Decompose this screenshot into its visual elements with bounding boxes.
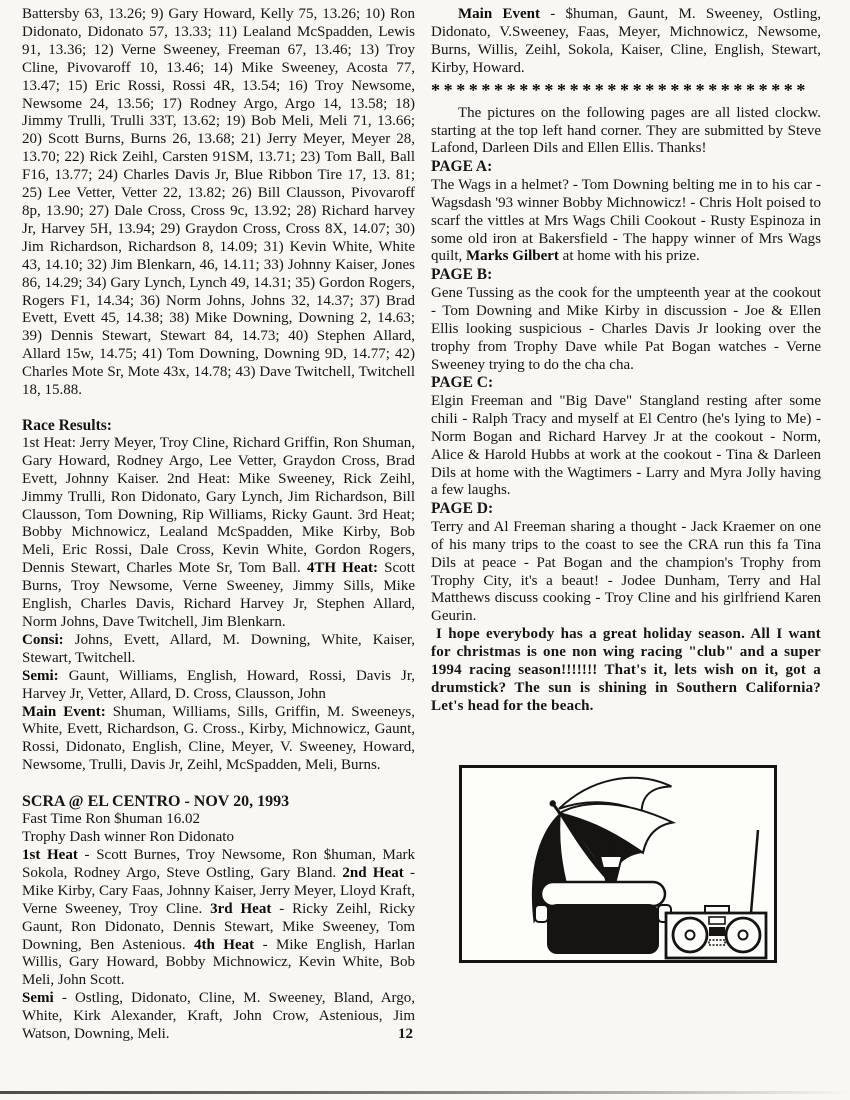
fast-time-line: Fast Time Ron $human 16.02 xyxy=(22,811,200,828)
scan-artifact-line xyxy=(0,1091,850,1094)
page-b-paragraph: Gene Tussing as the cook for the umpteenth year at the cookout - Tom Downing and Mike Kirby in discussion - Joe & Ellen Ellis looking suspicious - Charles Davis Jr looking over the trophy from Trophy Dave while Pat Bogan watches - Verne Sweeney trying to do the cha cha. xyxy=(431,284,821,373)
qualifying-results-paragraph: Battersby 63, 13.26; 9) Gary Howard, Kelly 75, 13.26; 10) Ron Didonato, Didonato 57, 13.33; 11) Lealand McSpadden, Lewis 91, 13.36; 12) Verne Sweeney, Freeman 67, 13.46; 13) Troy Cline, Pivovaroff 10, 13.46; 14) Mike Sweeney, Acosta 77, 13.47; 15) Eric Rossi, Rossi 4R, 13.54; 16) Troy Newsome, Newsome 24, 13.56; 17) Rodney Argo, Argo 14, 13.58; 18) Jimmy Trulli, Trulli 33T, 13.62; 19) Bob Meli, Meli 71, 13.66; 20) Scott Burns, Burns 26, 13.68; 21) Jerry Meyer, Meyer 28, 13.70; 22) Rick Zeihl, Carsten 91SM, 13.71; 23) Tom Ball, Ball F16, 13.77; 24) Charles Davis Jr, Blue Ribbon Tire 17, 13. 81; 25) Lee Vetter, Vetter 22, 13.82; 26) Bill Clausson, Pivovaroff 8p, 13.90; 27) Dale Cross, Cross 9c, 13.92; 28) Richard harvey Jr, Harvey 5H, 13.94; 29) Graydon Cross, Cross 8X, 14.07; 30) Jim Richardson, Richardson 8, 14.09; 31) Kevin White, White 43, 14.10; 32) Jim Blenkarn, 46, 14.11; 33) Johnny Kaiser, Jones 86, 14.29; 34) Gary Lynch, Lynch 49, 14.31; 35) Gordon Rogers, Rogers F1, 14.34; 36) Norm Johns, Johns 32, 14.37; 37) Brad Evett, Evett 45, 14.38; 38) Mike Downing, Downing 2, 14.63; 39) Dennis Stewart, Stewart 84, 14.73; 40) Stephen Allard, Allard 15w, 14.75; 41) Tom Downing, Downing 9D, 14.77; 42) Charles Mote Sr, Mote 43x, 14.78; 43) Dave Twitchell, Twitchell 18, 15.88. xyxy=(22,6,415,399)
main-event-paragraph: Main Event: Shuman, Williams, Sills, Griffin, M. Sweeneys, White, Evett, Richardson, G. Cross., Kirby, Michnowicz, Gaunt, Rossi, Didonato, English, Cline, Meyer, V. Sweeney, Howard, Newsome, Trulli, Davis Jr, Zeihl, McSpadden, Meli, Burns. xyxy=(22,703,415,774)
boombox-icon xyxy=(666,830,766,958)
consi-paragraph: Consi: Johns, Evett, Allard, M. Downing, White, Kaiser, Stewart, Twitchell. xyxy=(22,631,415,666)
page-c-paragraph: Elgin Freeman and "Big Dave" Stangland resting after some chili - Ralph Tracy and myself at El Centro (he's lying to Me) - Norm Bogan and Richard Harvey Jr at the cookout - Norm, Alice & Harold Hubbs at work at the cookout - Tina & Darleen Dils at home with the Wagtimers - Larry and Myra Jolly having a few laughs. xyxy=(431,392,821,499)
right-column xyxy=(431,6,821,963)
left-column xyxy=(22,6,415,1044)
el-centro-semi-paragraph: 12 Semi - Ostling, Didonato, Cline, M. Sweeney, Bland, Argo, White, Kirk Alexander, Kraft, John Crow, Astenious, Jim Watson, Downing, Meli. xyxy=(22,990,415,1043)
beach-scene-illustration xyxy=(462,768,774,960)
beach-illustration-box xyxy=(459,765,777,963)
page-c-heading: PAGE C: xyxy=(431,374,494,392)
pictures-intro-paragraph: The pictures on the following pages are all listed clockw. starting at the top left hand corner. They are submitted by Steve Lafond, Darleen Dils and Ellen Ellis. Thanks! xyxy=(431,104,821,157)
race-results-heading: Race Results: xyxy=(22,416,112,434)
semi-paragraph: Semi: Gaunt, Williams, English, Howard, Rossi, Davis Jr, Harvey Jr, Vetter, Allard, D. Cross, Clausson, John xyxy=(22,667,415,702)
race-results-heats-paragraph: 1st Heat: Jerry Meyer, Troy Cline, Richard Griffin, Ron Shuman, Gary Howard, Rodney Argo, Lee Vetter, Graydon Cross, Brad Evett, Johnny Kaiser. 2nd Heat: Mike Sweeney, Rick Zeihl, Jimmy Trulli, Ron Didonato, Gary Lynch, Jim Richardson, Bill Clausson, Tom Downing, Rip Williams, Ricky Gaunt. 3rd Heat; Bobby Michnowicz, Lealand McSpadden, Mike Kirby, Bob Meli, Eric Rossi, Dale Cross, Kevin White, Gordon Rogers, Dennis Stewart, Charles Mote Sr, Tom Ball. 4TH Heat: Scott Burns, Troy Newsome, Verne Sweeney, Jimmy Sills, Mike English, Charles Davis, Richard Harvey Jr, Stephen Allard, Norm Johns, Dave Twitchell, Jim Blenkarn. xyxy=(22,434,415,630)
page-a-heading: PAGE A: xyxy=(431,158,493,176)
page-d-paragraph: Terry and Al Freeman sharing a thought - Jack Kraemer on one of his many trips to the coast to see the CRA run this fa Tina Dils at peace - Pat Bogan and the champion's Trophy from Trophy City, it's a beaut! - Jodee Dunham, Terry and Hal Matthews discuss cooking - Troy Cline and his girlfriend Karen Geurin. xyxy=(431,518,821,625)
el-centro-heats-paragraph: 1st Heat - Scott Burnes, Troy Newsome, Ron $human, Mark Sokola, Rodney Argo, Steve Ostling, Gary Bland. 2nd Heat - Mike Kirby, Cary Faas, Johnny Kaiser, Jerry Meyer, Lloyd Kraft, Verne Sweeney, Troy Cline. 3rd Heat - Ricky Zeihl, Ricky Gaunt, Ron Didonato, Dennis Stewart, Mike Sweeney, Tom Downing, Ben Astenious. 4th Heat - Mike English, Harlan Willis, Gary Howard, Bobby Michnowicz, Kevin White, Bob Meli, John Scott. xyxy=(22,846,416,989)
page-a-paragraph: The Wags in a helmet? - Tom Downing belting me in to his car - Wagsdash '93 winner Bobby Michnowicz! - Chris Holt poised to scarf the vittles at Mrs Wags Chili Cookout - Rusty Espinoza in some old iron at Bakersfield - The happy winner of Mrs Wags quilt, Marks Gilbert at home with his prize. xyxy=(431,176,821,265)
page-number: 12 xyxy=(398,1026,413,1043)
el-centro-heading: SCRA @ EL CENTRO - NOV 20, 1993 xyxy=(22,793,290,811)
trophy-dash-line: Trophy Dash winner Ron Didonato xyxy=(22,829,234,846)
page-b-heading: PAGE B: xyxy=(431,266,493,284)
main-event-summary-paragraph: Main Event - $human, Gaunt, M. Sweeney, Ostling, Didonato, V.Sweeney, Faas, Meyer, Michnowicz, Newsome, Burns, Willis, Zeihl, Sokola, Kaiser, Cline, English, Stewart, Kirby, Howard. xyxy=(431,6,821,76)
page-d-heading: PAGE D: xyxy=(431,500,494,518)
cooler-icon xyxy=(535,882,671,954)
asterisk-divider: ****************************** xyxy=(431,79,809,100)
closing-paragraph: I hope everybody has a great holiday season. All I want for christmas is one non wing racing "club" and a super 1994 racing season!!!!!!! That's it, lets wish on it, got a drumstick? The sun is shining in Southern California? Let's head for the beach. xyxy=(431,626,821,714)
